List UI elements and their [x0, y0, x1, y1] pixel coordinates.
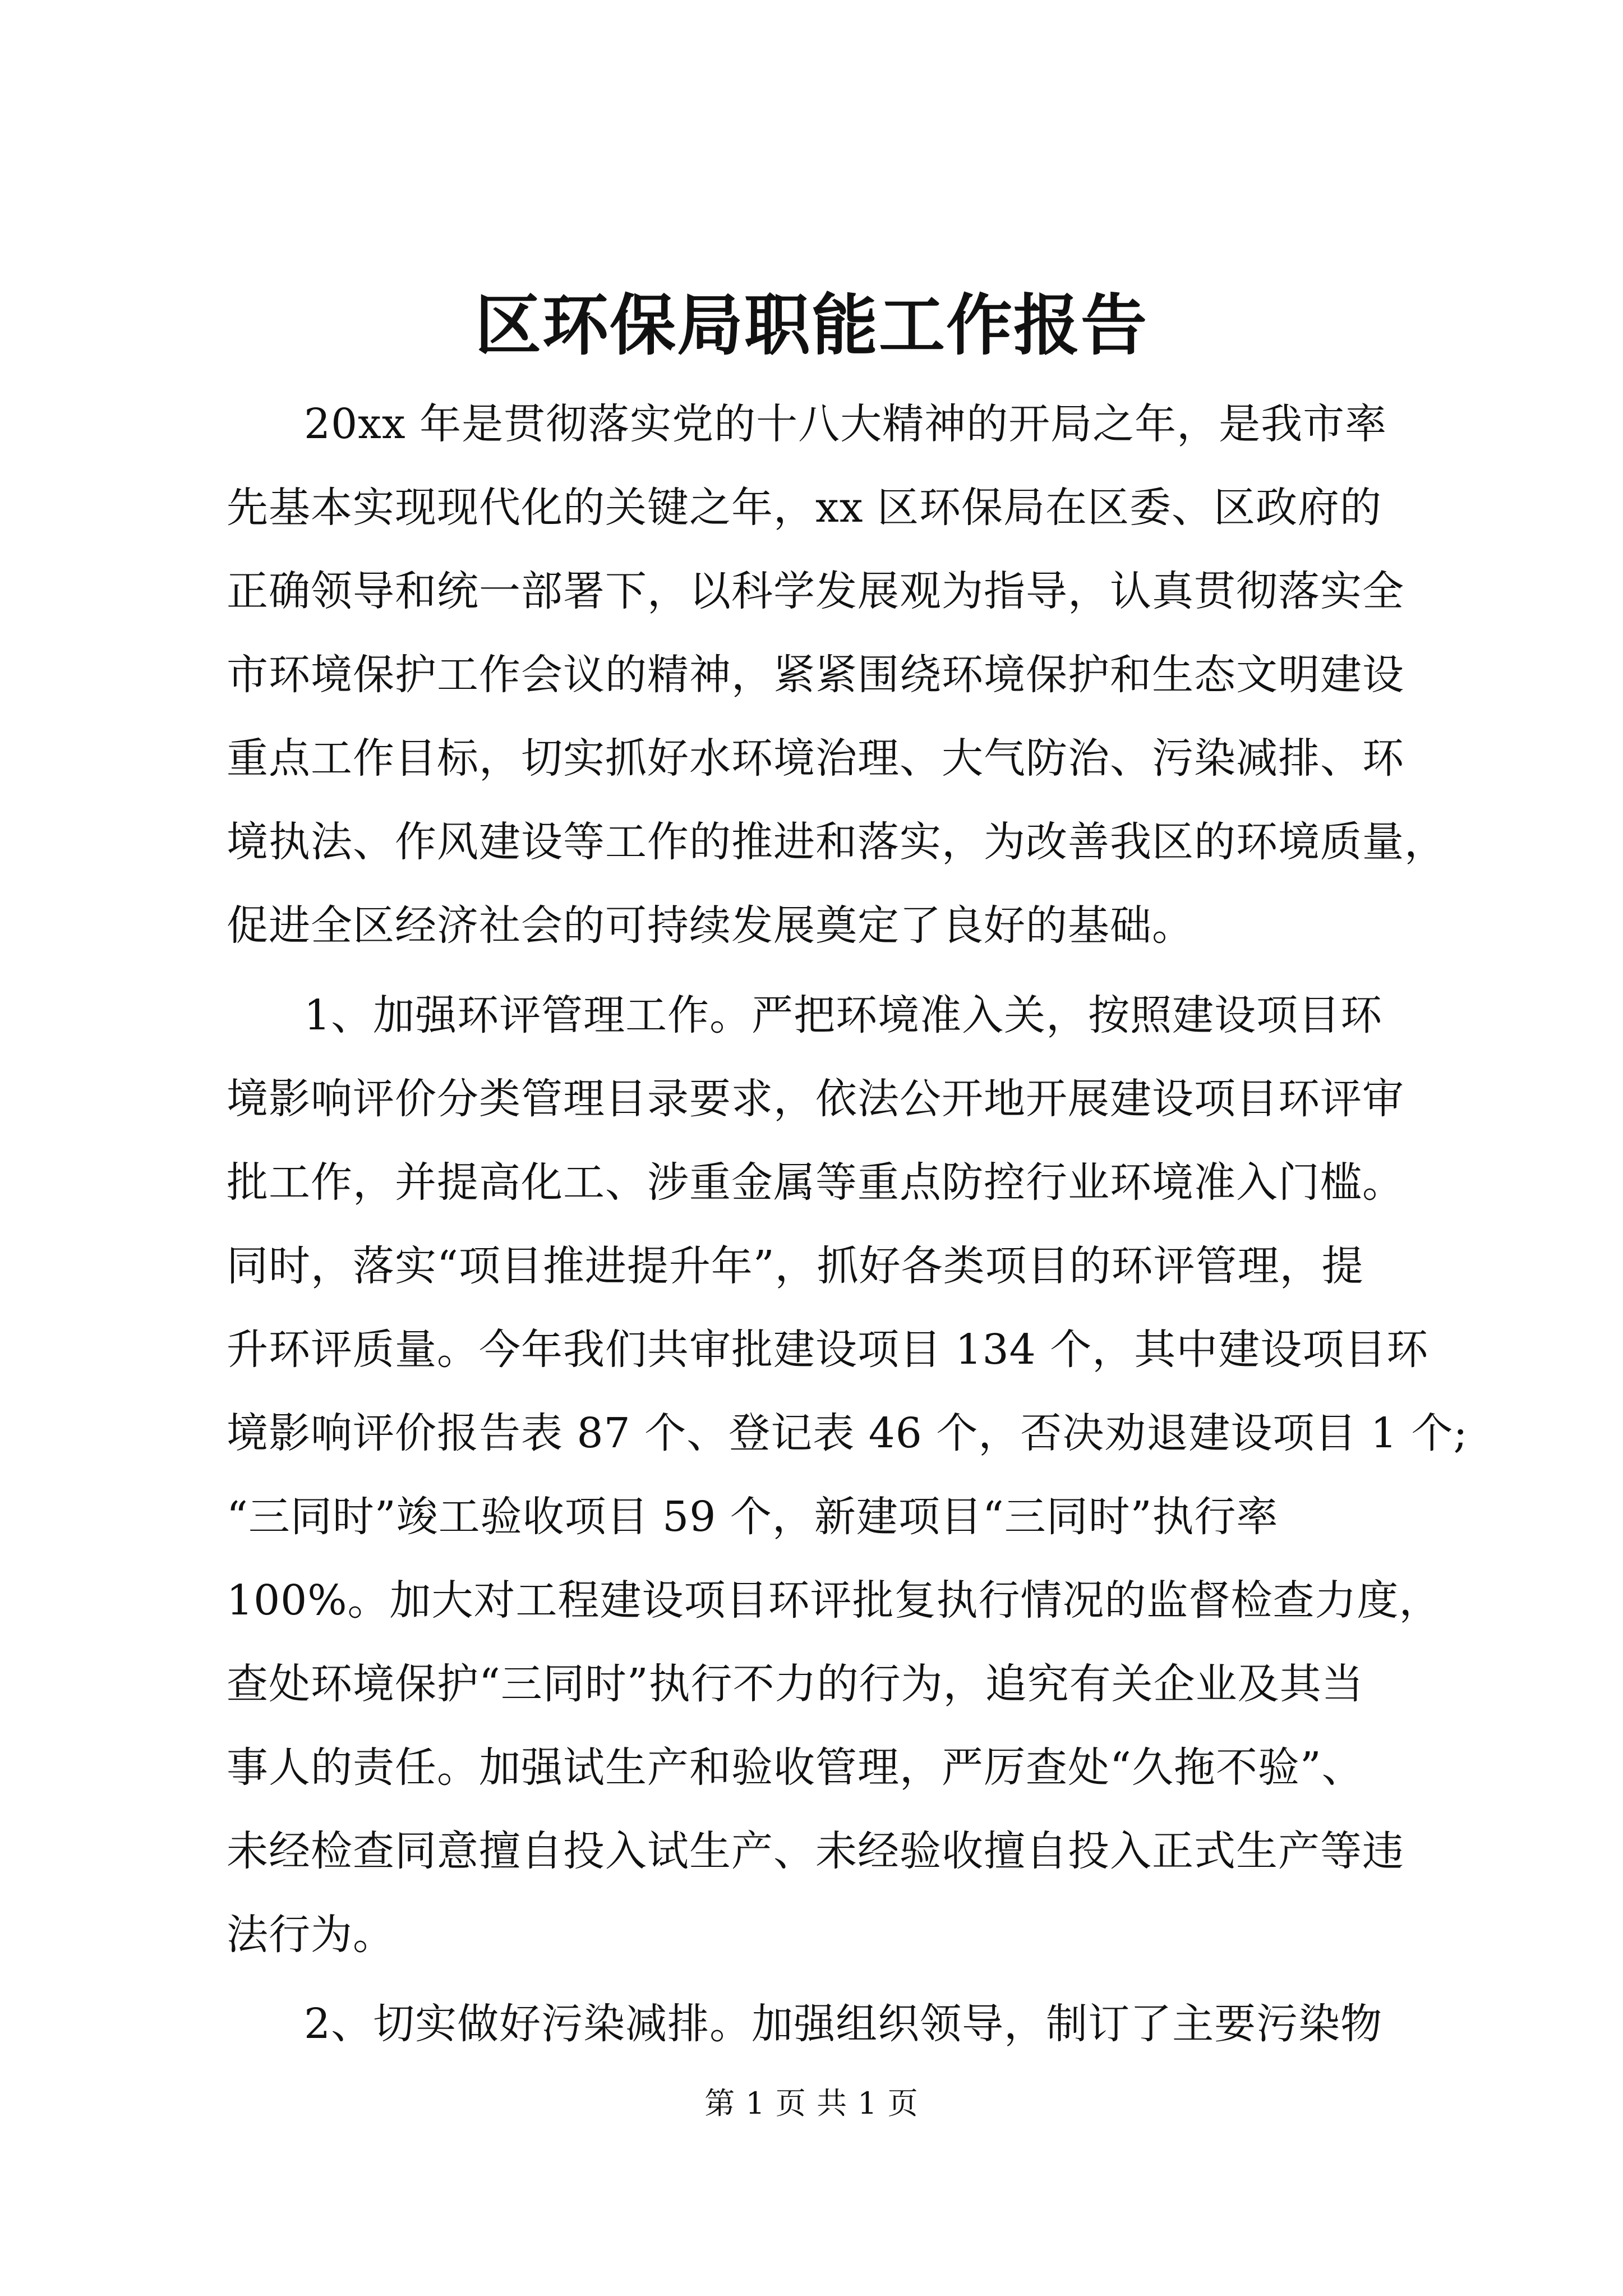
- body-line: 法行为。: [227, 1911, 395, 1959]
- document-title: 区环保局职能工作报告: [474, 286, 1148, 364]
- body-line: 市环境保护工作会议的精神，紧紧围绕环境保护和生态文明建设: [227, 651, 1404, 699]
- body-line: 事人的责任。加强试生产和验收管理，严厉查处“久拖不验”、: [227, 1743, 1364, 1792]
- body-line: 境影响评价分类管理目录要求，依法公开地开展建设项目环评审: [227, 1075, 1404, 1123]
- body-line: 促进全区经济社会的可持续发展奠定了良好的基础。: [227, 901, 1194, 950]
- body-line: 2、切实做好污染减排。加强组织领导，制订了主要污染物: [304, 2000, 1383, 2048]
- body-line: 同时，落实“项目推进提升年”，抓好各类项目的环评管理，提: [227, 1242, 1364, 1290]
- body-line: 升环评质量。今年我们共审批建设项目 134 个，其中建设项目环: [227, 1326, 1429, 1374]
- body-line: 先基本实现现代化的关键之年，xx 区环保局在区委、区政府的: [227, 484, 1382, 532]
- body-line: 20xx 年是贯彻落实党的十八大精神的开局之年，是我市率: [304, 400, 1387, 448]
- body-line: 100%。加大对工程建设项目环评批复执行情况的监督检查力度，: [227, 1576, 1441, 1625]
- body-line: 境影响评价报告表 87 个、登记表 46 个，否决劝退建设项目 1 个;: [227, 1409, 1468, 1457]
- body-line: 重点工作目标，切实抓好水环境治理、大气防治、污染减排、环: [227, 734, 1404, 783]
- body-line: 未经检查同意擅自投入试生产、未经验收擅自投入正式生产等违: [227, 1827, 1404, 1875]
- body-line: “三同时”竣工验收项目 59 个，新建项目“三同时”执行率: [227, 1493, 1279, 1541]
- body-line: 1、加强环评管理工作。严把环境准入关，按照建设项目环: [304, 991, 1383, 1039]
- body-line: 查处环境保护“三同时”执行不力的行为，追究有关企业及其当: [227, 1660, 1364, 1708]
- page-number: 第 1 页 共 1 页: [704, 2086, 919, 2121]
- body-line: 批工作，并提高化工、涉重金属等重点防控行业环境准入门槛。: [227, 1158, 1404, 1207]
- body-line: 正确领导和统一部署下，以科学发展观为指导，认真贯彻落实全: [227, 567, 1404, 615]
- body-line: 境执法、作风建设等工作的推进和落实，为改善我区的环境质量，: [227, 818, 1446, 866]
